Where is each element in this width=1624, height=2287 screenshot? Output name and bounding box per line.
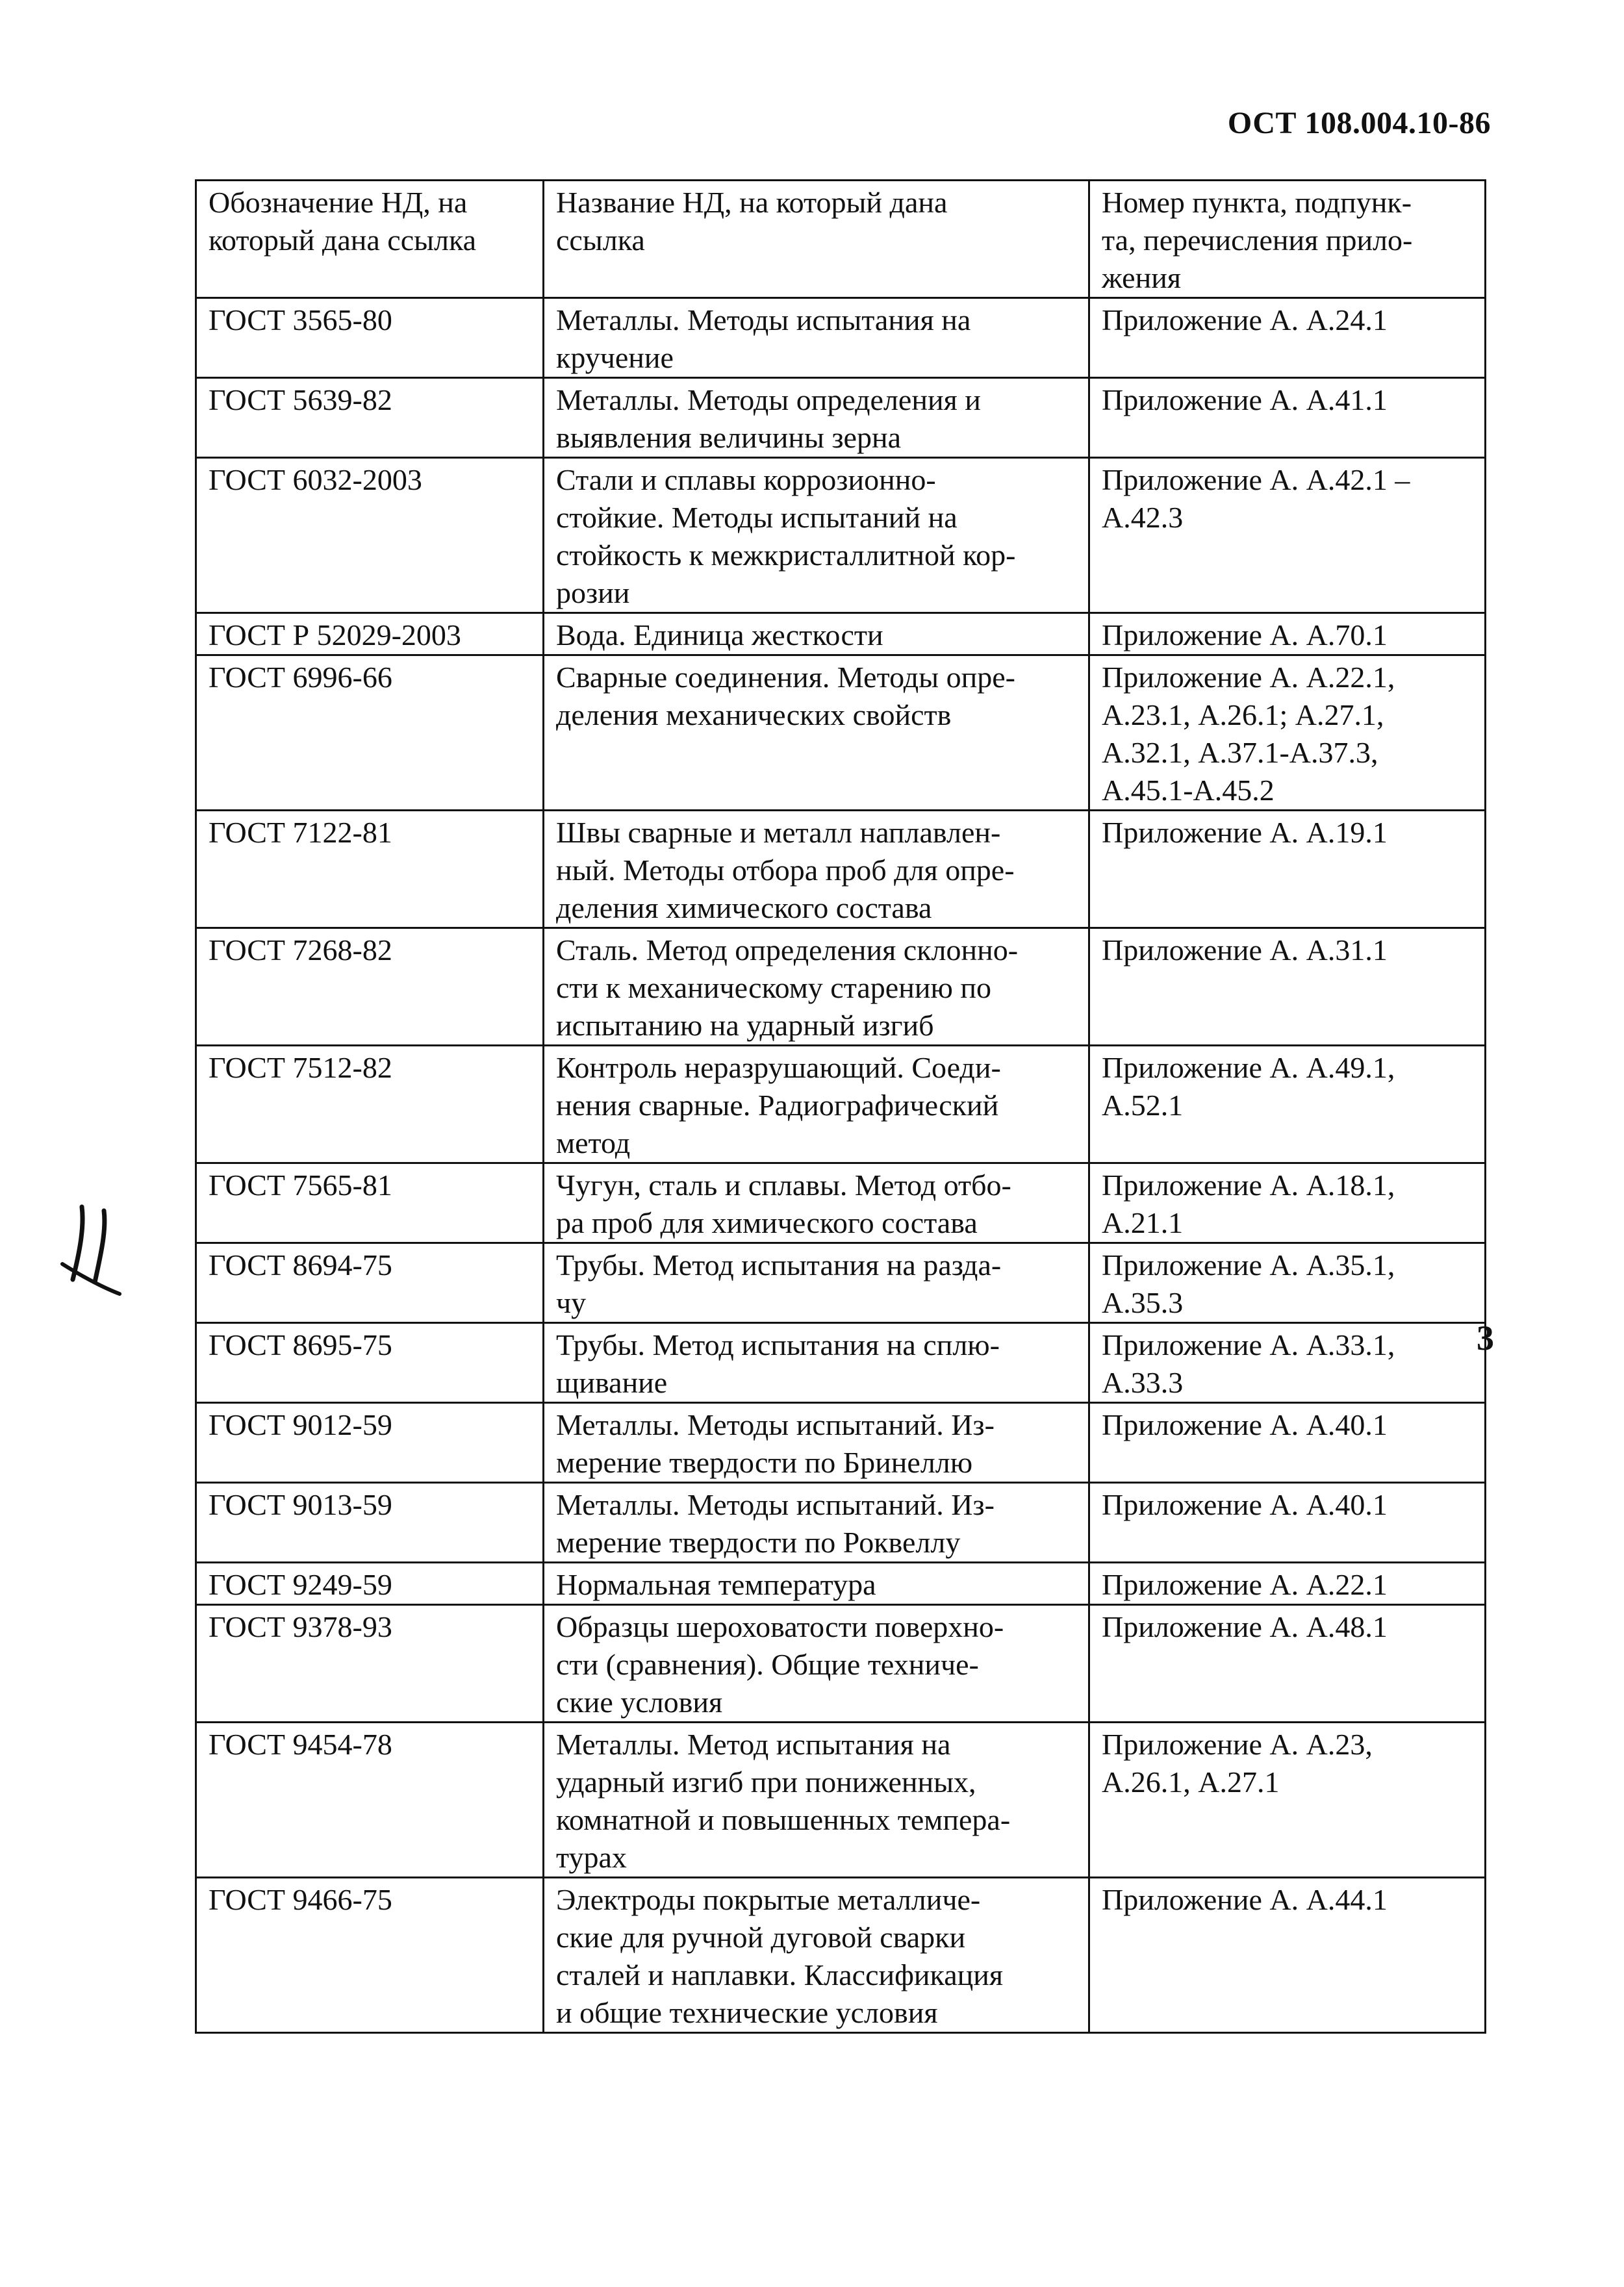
cell-document-title: Чугун, сталь и сплавы. Метод отбо- ра проб для химического состава [544, 1163, 1089, 1243]
cell-document-code: ГОСТ 9466-75 [196, 1878, 544, 2033]
table-row [196, 1163, 1486, 1243]
cell-clause-reference: Приложение А. А.41.1 [1089, 378, 1486, 458]
table-row [196, 458, 1486, 613]
cell-clause-reference: Приложение А. А.35.1, А.35.3 [1089, 1243, 1486, 1323]
cell-clause-reference: Приложение А. А.70.1 [1089, 613, 1486, 655]
cell-document-title: Металлы. Метод испытания на ударный изгиб при пониженных, комнатной и повышенных темпера- турах [544, 1723, 1089, 1878]
normative-references-table [195, 179, 1486, 2034]
cell-document-title: Металлы. Методы испытания на кручение [544, 298, 1089, 378]
table-row [196, 1878, 1486, 2033]
cell-clause-reference: Приложение А. А.33.1, А.33.3 [1089, 1323, 1486, 1403]
table-row [196, 613, 1486, 655]
cell-document-code: ГОСТ 6996-66 [196, 655, 544, 811]
cell-document-code: ГОСТ 3565-80 [196, 298, 544, 378]
cell-clause-reference: Приложение А. А.22.1 [1089, 1563, 1486, 1605]
column-header-ref: Номер пункта, подпунк- та, перечисления прило- жения [1089, 181, 1486, 298]
cell-document-title: Нормальная температура [544, 1563, 1089, 1605]
table-row [196, 1605, 1486, 1723]
cell-document-title: Контроль неразрушающий. Соеди- нения сварные. Радиографический метод [544, 1046, 1089, 1163]
cell-clause-reference: Приложение А. А.23, А.26.1, А.27.1 [1089, 1723, 1486, 1878]
handwritten-margin-mark [57, 1202, 129, 1299]
cell-document-title: Трубы. Метод испытания на сплю- щивание [544, 1323, 1089, 1403]
table-row [196, 1403, 1486, 1483]
cell-document-title: Металлы. Методы определения и выявления величины зерна [544, 378, 1089, 458]
table-row [196, 1483, 1486, 1563]
cell-document-title: Электроды покрытые металличе- ские для ручной дуговой сварки сталей и наплавки. Классификация и общие технические условия [544, 1878, 1089, 2033]
table-row [196, 1723, 1486, 1878]
table-row [196, 298, 1486, 378]
cell-document-code: ГОСТ 9013-59 [196, 1483, 544, 1563]
cell-document-code: ГОСТ 8695-75 [196, 1323, 544, 1403]
cell-clause-reference: Приложение А. А.42.1 – А.42.3 [1089, 458, 1486, 613]
table-row [196, 1243, 1486, 1323]
column-header-code: Обозначение НД, на который дана ссылка [196, 181, 544, 298]
page-number: 3 [1477, 1319, 1494, 1358]
cell-document-title: Сварные соединения. Методы опре- деления механических свойств [544, 655, 1089, 811]
cell-document-code: ГОСТ 9378-93 [196, 1605, 544, 1723]
cell-clause-reference: Приложение А. А.22.1, А.23.1, А.26.1; А.27.1, А.32.1, А.37.1-А.37.3, А.45.1-А.45.2 [1089, 655, 1486, 811]
cell-document-code: ГОСТ 7268-82 [196, 928, 544, 1046]
table-row [196, 1046, 1486, 1163]
cell-document-code: ГОСТ 9249-59 [196, 1563, 544, 1605]
cell-document-title: Сталь. Метод определения склонно- сти к механическому старению по испытанию на ударный изгиб [544, 928, 1089, 1046]
table-row [196, 378, 1486, 458]
cell-document-title: Трубы. Метод испытания на разда- чу [544, 1243, 1089, 1323]
cell-clause-reference: Приложение А. А.40.1 [1089, 1483, 1486, 1563]
cell-document-code: ГОСТ 5639-82 [196, 378, 544, 458]
cell-document-code: ГОСТ 6032-2003 [196, 458, 544, 613]
table-row [196, 928, 1486, 1046]
cell-document-code: ГОСТ 9454-78 [196, 1723, 544, 1878]
column-header-name: Название НД, на который дана ссылка [544, 181, 1089, 298]
table-row [196, 1563, 1486, 1605]
cell-document-title: Вода. Единица жесткости [544, 613, 1089, 655]
document-code-header: ОСТ 108.004.10-86 [1227, 106, 1491, 140]
cell-document-code: ГОСТ 7122-81 [196, 811, 544, 928]
cell-clause-reference: Приложение А. А.18.1, А.21.1 [1089, 1163, 1486, 1243]
cell-document-code: ГОСТ 7565-81 [196, 1163, 544, 1243]
cell-document-title: Стали и сплавы коррозионно- стойкие. Методы испытаний на стойкость к межкристаллитной кор- розии [544, 458, 1089, 613]
cell-document-title: Металлы. Методы испытаний. Из- мерение твердости по Роквеллу [544, 1483, 1089, 1563]
cell-clause-reference: Приложение А. А.44.1 [1089, 1878, 1486, 2033]
table-row [196, 655, 1486, 811]
cell-document-title: Швы сварные и металл наплавлен- ный. Методы отбора проб для опре- деления химического состава [544, 811, 1089, 928]
cell-document-code: ГОСТ 9012-59 [196, 1403, 544, 1483]
cell-clause-reference: Приложение А. А.24.1 [1089, 298, 1486, 378]
cell-clause-reference: Приложение А. А.48.1 [1089, 1605, 1486, 1723]
cell-clause-reference: Приложение А. А.31.1 [1089, 928, 1486, 1046]
table-header-row [196, 181, 1486, 298]
table-body [196, 298, 1486, 2033]
cell-clause-reference: Приложение А. А.40.1 [1089, 1403, 1486, 1483]
cell-document-code: ГОСТ 8694-75 [196, 1243, 544, 1323]
cell-document-title: Металлы. Методы испытаний. Из- мерение твердости по Бринеллю [544, 1403, 1089, 1483]
cell-clause-reference: Приложение А. А.49.1, А.52.1 [1089, 1046, 1486, 1163]
table-row [196, 1323, 1486, 1403]
cell-clause-reference: Приложение А. А.19.1 [1089, 811, 1486, 928]
cell-document-code: ГОСТ Р 52029-2003 [196, 613, 544, 655]
table-row [196, 811, 1486, 928]
cell-document-code: ГОСТ 7512-82 [196, 1046, 544, 1163]
cell-document-title: Образцы шероховатости поверхно- сти (сравнения). Общие техниче- ские условия [544, 1605, 1089, 1723]
